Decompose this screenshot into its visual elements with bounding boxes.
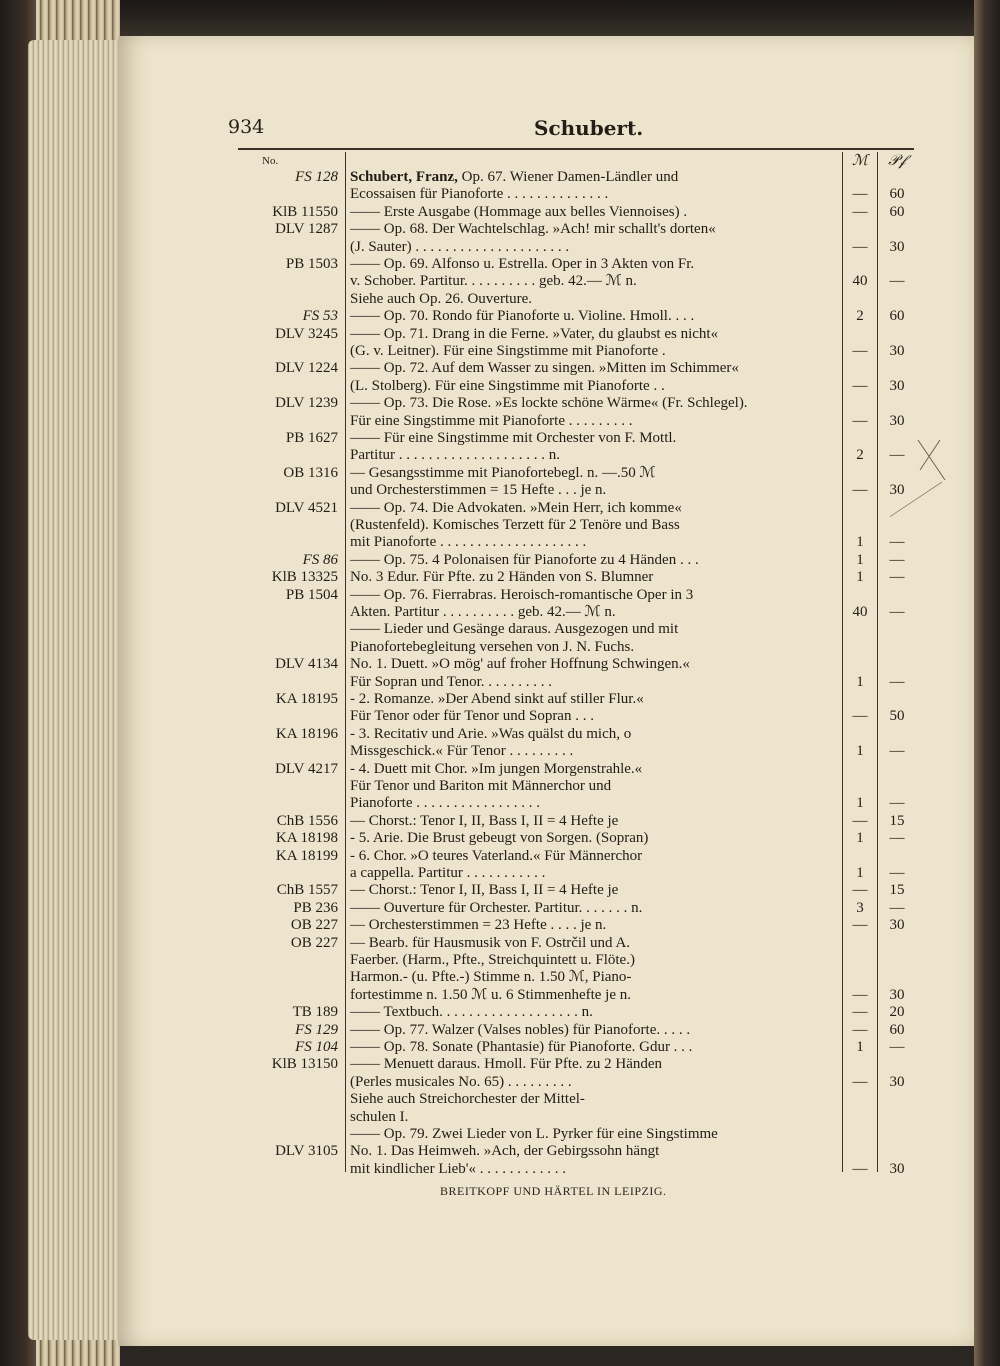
price-pfennig: 30	[889, 986, 905, 1003]
catalogue-number: DLV 3105	[275, 1143, 338, 1160]
entry-description: (Rustenfeld). Komisches Terzett für 2 Tenöre und Bass	[350, 517, 680, 533]
catalogue-number: DLV 1287	[275, 221, 338, 238]
entry-description: Pianofortebegleitung versehen von J. N. Fuchs.	[350, 638, 635, 655]
entry-description: schulen I.	[350, 1108, 409, 1125]
entry-description: —— Op. 68. Der Wachtelschlag. »Ach! mir schallt's dorten«	[350, 221, 716, 238]
entry-description: — Orchesterstimmen = 23 Hefte . . . . je n.	[350, 917, 607, 934]
price-mark: —	[852, 708, 868, 725]
pencil-marks	[890, 440, 950, 620]
price-mark: 1	[856, 673, 864, 690]
page-stack	[28, 40, 124, 1340]
entry-description: —— Op. 75. 4 Polonaisen für Pianoforte zu 4 Händen . . .	[350, 551, 699, 568]
price-mark: —	[852, 203, 868, 220]
column-divider-pf	[877, 152, 878, 1172]
price-mark: 1	[856, 865, 864, 881]
price-mark: —	[852, 377, 868, 394]
entry-description: — Bearb. für Hausmusik von F. Ostrčil und A.	[350, 934, 631, 951]
price-mark: 3	[856, 899, 864, 916]
price-pfennig: 60	[889, 308, 905, 325]
entry-description: —— Lieder und Gesänge daraus. Ausgezogen und mit	[350, 621, 679, 638]
entry-description: — Chorst.: Tenor I, II, Bass I, II = 4 Hefte je	[350, 882, 619, 899]
entry-description: Partitur . . . . . . . . . . . . . . . . . . . . n.	[350, 447, 560, 464]
entry-description: Akten. Partitur . . . . . . . . . . geb. 42.— ℳ n.	[350, 604, 616, 620]
price-mark: —	[852, 917, 868, 934]
price-pfennig: 30	[889, 917, 905, 934]
entry-description: No. 1. Das Heimweh. »Ach, der Gebirgssohn hängt	[350, 1143, 660, 1160]
entry-description: —— Op. 77. Walzer (Valses nobles) für Pianoforte. . . . .	[350, 1021, 691, 1038]
entry-description: —— Op. 73. Die Rose. »Es lockte schöne Wärme« (Fr. Schlegel).	[350, 395, 748, 412]
entry-description: —— Op. 78. Sonate (Phantasie) für Pianoforte. Gdur . . .	[350, 1039, 693, 1055]
entry-description: - 2. Romanze. »Der Abend sinkt auf stiller Flur.«	[350, 691, 644, 707]
catalogue-number: KlB 13325	[271, 569, 338, 586]
catalogue-number: DLV 3245	[275, 325, 338, 342]
entry-description: Schubert, Franz, Op. 67. Wiener Damen-Ländler und	[350, 169, 679, 185]
price-pfennig: 15	[889, 882, 905, 899]
price-pfennig: —	[889, 1039, 905, 1055]
catalogue-number: FS 128	[295, 169, 338, 185]
entry-description: —— Menuett daraus. Hmoll. Für Pfte. zu 2 Händen	[350, 1056, 663, 1073]
price-mark: 40	[852, 604, 868, 620]
entry-description: —— Erste Ausgabe (Hommage aux belles Viennoises) .	[350, 203, 688, 220]
catalogue-number: FS 86	[302, 551, 338, 568]
entry-description: mit Pianoforte . . . . . . . . . . . . . . . . . . . .	[350, 534, 587, 551]
entry-description: —— Op. 69. Alfonso u. Estrella. Oper in 3 Akten von Fr.	[350, 256, 695, 272]
entry-description: —— Op. 70. Rondo für Pianoforte u. Violine. Hmoll. . . .	[350, 308, 695, 325]
catalogue-number: FS 53	[302, 308, 338, 325]
entry-description: - 5. Arie. Die Brust gebeugt von Sorgen. (Sopran)	[350, 830, 649, 847]
price-mark: —	[852, 343, 868, 359]
price-pfennig: —	[889, 865, 905, 881]
catalogue-number: PB 236	[293, 899, 338, 916]
catalogue-number: KA 18199	[275, 847, 338, 864]
price-mark: 1	[856, 551, 864, 568]
entry-description: Für Tenor und Bariton mit Männerchor und	[350, 778, 612, 794]
entry-description: — Chorst.: Tenor I, II, Bass I, II = 4 Hefte je	[350, 812, 619, 829]
catalogue-number: OB 227	[290, 934, 338, 951]
entry-description: —— Für eine Singstimme mit Orchester von F. Mottl.	[350, 430, 677, 446]
catalogue-number: ChB 1556	[276, 812, 338, 829]
catalogue-number: TB 189	[292, 1004, 338, 1021]
publisher-footer: BREITKOPF UND HÄRTEL IN LEIPZIG.	[440, 1184, 667, 1198]
entry-description: —— Op. 76. Fierrabras. Heroisch-romantische Oper in 3	[350, 586, 694, 603]
catalogue-number: FS 104	[295, 1039, 338, 1055]
entry-description: No. 1. Duett. »O mög' auf froher Hoffnung Schwingen.«	[350, 656, 690, 673]
page-number: 934	[228, 116, 265, 138]
price-pfennig: 30	[889, 412, 905, 429]
entry-description: Für Sopran und Tenor. . . . . . . . . .	[350, 673, 553, 690]
entry-description: Missgeschick.« Für Tenor . . . . . . . . .	[350, 743, 574, 760]
entry-description: —— Ouverture für Orchester. Partitur. . . . . . . n.	[350, 899, 643, 916]
entry-description: - 6. Chor. »O teures Vaterland.« Für Männerchor	[350, 847, 643, 864]
entry-description: fortestimme n. 1.50 ℳ u. 6 Stimmenhefte je n.	[350, 986, 631, 1003]
entry-description: a cappella. Partitur . . . . . . . . . . .	[350, 865, 546, 881]
entry-description: v. Schober. Partitur. . . . . . . . . . geb. 42.— ℳ n.	[350, 273, 637, 290]
price-pfennig: 30	[889, 1073, 905, 1090]
catalogue-number: DLV 4521	[275, 499, 338, 516]
catalogue-number: KlB 13150	[271, 1056, 338, 1073]
entry-description: Pianoforte . . . . . . . . . . . . . . . . .	[350, 795, 540, 812]
entry-description: Für Tenor oder für Tenor und Sopran . . .	[350, 708, 594, 725]
price-pfennig: 30	[889, 482, 905, 499]
price-pfennig: 30	[889, 377, 905, 394]
catalogue-number: PB 1627	[285, 430, 338, 446]
entry-description: (Perles musicales No. 65) . . . . . . . . .	[350, 1073, 572, 1090]
price-pfennig: —	[889, 830, 905, 847]
price-pfennig: —	[889, 569, 905, 586]
catalogue-number: FS 129	[295, 1021, 338, 1038]
price-pfennig: 30	[889, 343, 905, 359]
entry-description: Faerber. (Harm., Pfte., Streichquintett u. Flöte.)	[350, 952, 635, 968]
price-pfennig: —	[889, 795, 905, 812]
catalogue-number: ChB 1557	[276, 882, 338, 899]
price-pfennig: —	[889, 604, 905, 620]
column-header-mark: ℳ	[851, 153, 869, 169]
price-mark: 40	[852, 273, 868, 290]
price-pfennig: 15	[889, 812, 905, 829]
entry-description: — Gesangsstimme mit Pianofortebegl. n. —.50 ℳ	[350, 464, 656, 481]
price-pfennig: 60	[889, 186, 905, 203]
catalogue-number: KA 18195	[275, 691, 338, 707]
catalogue-number: OB 1316	[283, 464, 338, 481]
entry-description: —— Op. 79. Zwei Lieder von L. Pyrker für eine Singstimme	[350, 1126, 718, 1142]
price-pfennig: 30	[889, 1160, 905, 1177]
entry-description: und Orchesterstimmen = 15 Hefte . . . je n.	[350, 482, 607, 499]
price-pfennig: 60	[889, 203, 905, 220]
price-mark: 1	[856, 1039, 864, 1055]
price-mark: —	[852, 882, 868, 899]
price-mark: 1	[856, 743, 864, 760]
book-cover-right	[974, 0, 1000, 1366]
price-mark: —	[852, 986, 868, 1003]
entry-description: —— Op. 71. Drang in die Ferne. »Vater, du glaubst es nicht«	[350, 325, 719, 342]
entry-description: - 4. Duett mit Chor. »Im jungen Morgenstrahle.«	[350, 760, 643, 777]
entry-description: (G. v. Leitner). Für eine Singstimme mit Pianoforte .	[350, 343, 666, 359]
price-mark: 2	[856, 308, 864, 325]
catalogue-number: KA 18198	[275, 830, 338, 847]
catalogue-number: DLV 4217	[275, 760, 338, 777]
price-mark: —	[852, 1073, 868, 1090]
price-pfennig: 30	[889, 238, 905, 255]
column-header-no: No.	[262, 155, 279, 167]
catalogue-number: DLV 4134	[275, 656, 338, 673]
catalogue-number: OB 227	[290, 917, 338, 934]
price-mark: 1	[856, 569, 864, 586]
price-mark: 1	[856, 830, 864, 847]
entry-description: mit kindlicher Lieb'« . . . . . . . . . . . .	[350, 1160, 567, 1177]
price-pfennig: 50	[889, 708, 905, 725]
column-divider-mark	[842, 152, 843, 1172]
catalogue-number: PB 1503	[285, 256, 338, 272]
price-mark: 2	[856, 447, 864, 464]
catalogue-number: PB 1504	[285, 586, 338, 603]
price-pfennig: 20	[889, 1004, 905, 1021]
column-header-pf: 𝒫𝒻	[888, 153, 906, 169]
entry-description: Ecossaisen für Pianoforte . . . . . . . . . . . . . .	[350, 186, 609, 203]
price-mark: —	[852, 812, 868, 829]
page-header	[228, 116, 848, 142]
price-mark: —	[852, 186, 868, 203]
entry-description: —— Op. 72. Auf dem Wasser zu singen. »Mitten im Schimmer«	[350, 360, 739, 377]
catalogue-number: DLV 1224	[275, 360, 338, 377]
price-pfennig: —	[889, 899, 905, 916]
header-rule	[238, 148, 914, 150]
entry-description: Harmon.- (u. Pfte.-) Stimme n. 1.50 ℳ, Piano-	[350, 969, 632, 986]
column-divider-no	[345, 152, 346, 1172]
price-pfennig: —	[889, 273, 905, 290]
entry-description: (L. Stolberg). Für eine Singstimme mit Pianoforte . .	[350, 377, 665, 394]
price-mark: —	[852, 412, 868, 429]
catalogue-number: DLV 1239	[275, 395, 338, 412]
entry-description: —— Op. 74. Die Advokaten. »Mein Herr, ich komme«	[350, 499, 682, 516]
entry-description: - 3. Recitativ und Arie. »Was quälst du mich, o	[350, 725, 632, 742]
entry-description: Für eine Singstimme mit Pianoforte . . . . . . . . .	[350, 412, 633, 429]
price-mark: 1	[856, 534, 864, 551]
entry-description: Siehe auch Streichorchester der Mittel-	[350, 1091, 585, 1108]
book-top-shadow	[0, 0, 1000, 38]
price-pfennig: 60	[889, 1021, 905, 1038]
price-mark: —	[852, 1160, 868, 1177]
entry-description: Siehe auch Op. 26. Ouverture.	[350, 290, 533, 307]
price-pfennig: —	[889, 534, 905, 551]
price-pfennig: —	[889, 447, 905, 464]
price-mark: 1	[856, 795, 864, 812]
catalogue-number: KA 18196	[275, 725, 338, 742]
price-mark: —	[852, 482, 868, 499]
price-pfennig: —	[889, 551, 905, 568]
price-mark: —	[852, 1004, 868, 1021]
entry-description: —— Textbuch. . . . . . . . . . . . . . . . . . . n.	[350, 1004, 593, 1021]
price-pfennig: —	[889, 673, 905, 690]
entry-description: (J. Sauter) . . . . . . . . . . . . . . . . . . . . .	[350, 238, 570, 255]
catalogue-number: KlB 11550	[272, 203, 338, 220]
price-pfennig: —	[889, 743, 905, 760]
price-mark: —	[852, 238, 868, 255]
running-title: Schubert.	[534, 116, 644, 140]
price-mark: —	[852, 1021, 868, 1038]
entry-description: No. 3 Edur. Für Pfte. zu 2 Händen von S. Blumner	[350, 569, 654, 586]
